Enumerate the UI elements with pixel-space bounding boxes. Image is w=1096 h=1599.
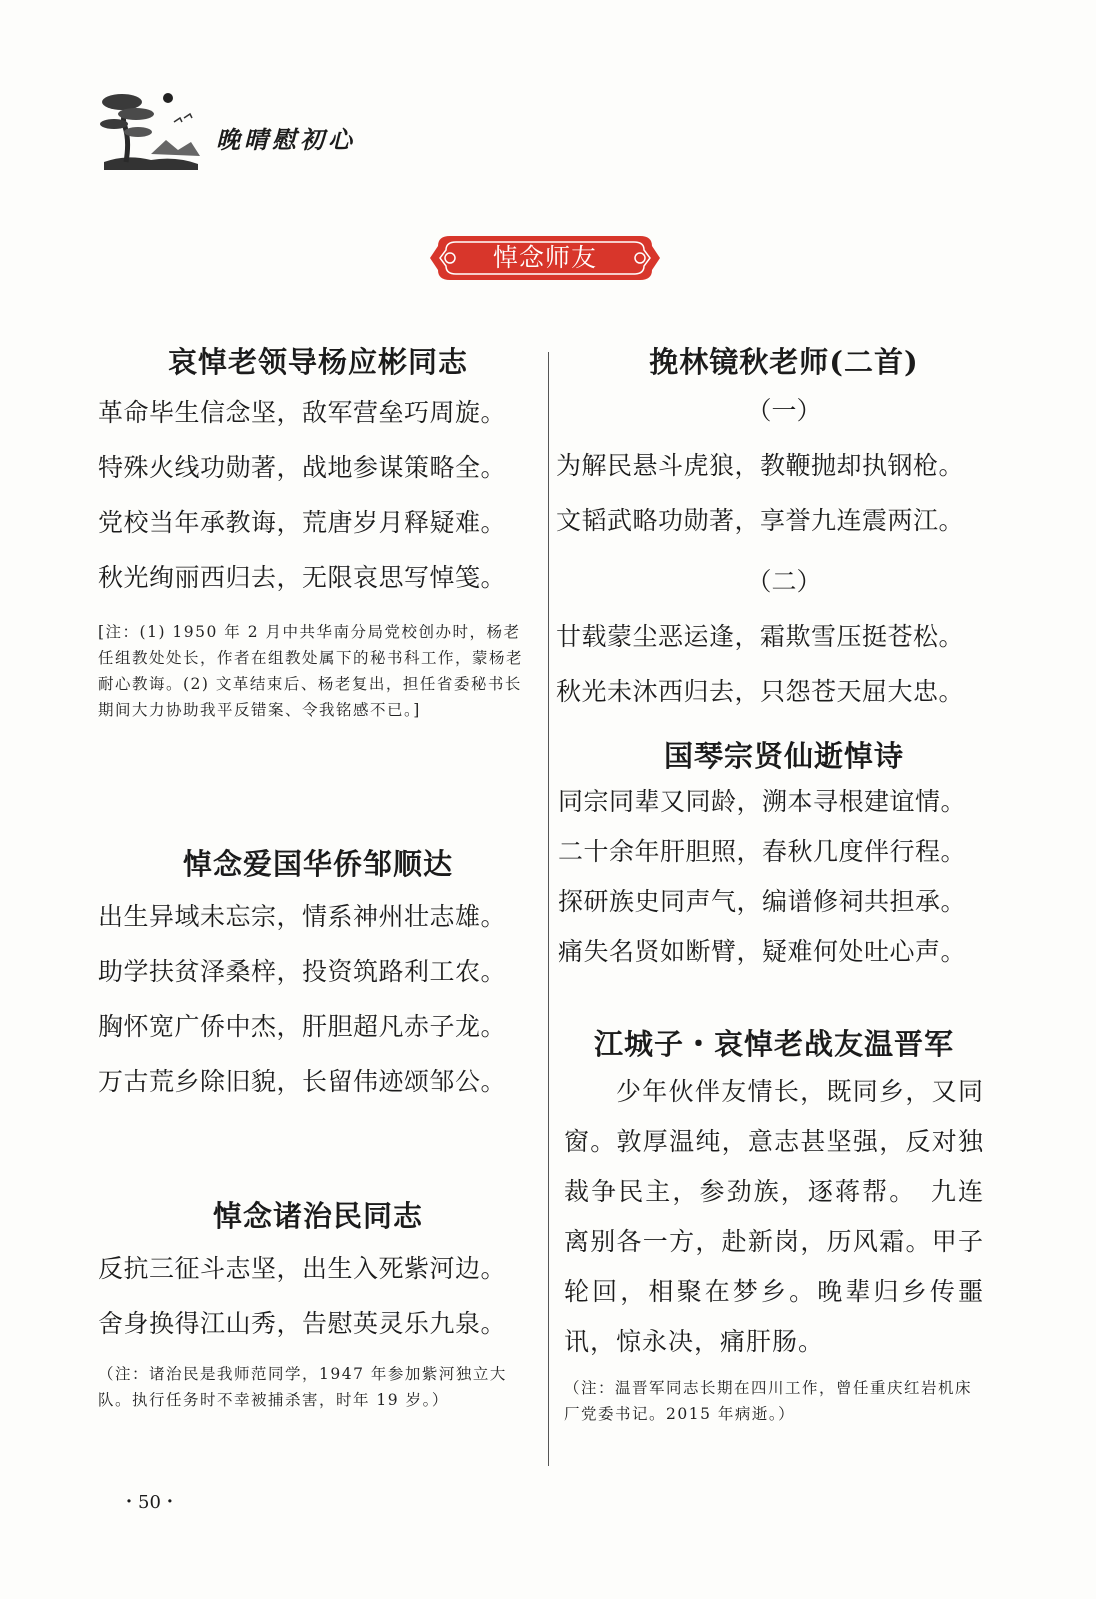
book-header [96, 84, 516, 174]
poem-title: 哀悼老领导杨应彬同志 [167, 345, 468, 379]
column-divider [548, 352, 549, 1466]
poem-line: 廿载蒙尘恶运逢，霜欺雪压挺苍松。 [556, 622, 965, 651]
poem-line: 秋光绚丽西归去，无限哀思写悼笺。 [98, 563, 507, 592]
poem-line: 舍身换得江山秀，告慰英灵乐九泉。 [98, 1309, 507, 1338]
poem-title: 挽林镜秋老师(二首) [649, 345, 919, 379]
poem-line: 探研族史同声气，编谱修祠共担承。 [558, 887, 967, 916]
poem-line: 为解民悬斗虎狼，教鞭抛却执钢枪。 [556, 451, 965, 480]
poem-subheading: （一） [746, 396, 822, 425]
poem-line: 胸怀宽广侨中杰，肝胆超凡赤子龙。 [98, 1012, 507, 1041]
poem-line: 同宗同辈又同龄，溯本寻根建谊情。 [558, 787, 967, 816]
poem-line: 秋光未沐西归去，只怨苍天屈大忠。 [556, 677, 965, 706]
poem-wen-jinjun [564, 1022, 984, 1427]
poem-line: 特殊火线功勋著，战地参谋策略全。 [98, 453, 507, 482]
poem-zhu-zhimin [98, 1194, 538, 1413]
poem-guoqin-zongxian [558, 734, 1004, 977]
poem-line: 出生异域未忘宗，情系神州壮志雄。 [98, 902, 507, 931]
poem-body: 少年伙伴友情长，既同乡，又同窗。敦厚温纯，意志甚坚强，反对独裁争民主，参劲族，逐蒋帮。 九连离别各一方，赴新岗，历风霜。甲子轮回，相聚在梦乡。晚辈归乡传噩讯，惊永决，痛肝肠。 [564, 1077, 984, 1356]
poem-note: （注：温晋军同志长期在四川工作，曾任重庆红岩机床厂党委书记。2015 年病逝。） [564, 1379, 973, 1423]
poem-line: 痛失名贤如断臂，疑难何处吐心声。 [558, 937, 967, 966]
poem-title: 江城子・哀悼老战友温晋军 [593, 1027, 954, 1061]
poem-line: 革命毕生信念坚，敌军营垒巧周旋。 [98, 398, 507, 427]
poem-line: 二十余年肝胆照，春秋几度伴行程。 [558, 837, 967, 866]
poem-line: 万古荒乡除旧貌，长留伟迹颂邹公。 [98, 1067, 507, 1096]
poem-title: 悼念诸治民同志 [212, 1199, 423, 1233]
banner-label: 悼念师友 [492, 243, 597, 272]
poem-title: 国琴宗贤仙逝悼诗 [663, 739, 904, 773]
pine-tree-logo-icon [96, 84, 206, 174]
page-number: ・50・ [120, 1492, 179, 1513]
poem-lin-jingqiu [556, 340, 1004, 719]
poem-zou-shunda [98, 842, 538, 1109]
poem-yang-yingbin [98, 340, 538, 723]
poem-title: 悼念爱国华侨邹顺达 [182, 847, 453, 881]
poem-line: 党校当年承教诲，荒唐岁月释疑难。 [98, 508, 507, 537]
poem-line: 文韬武略功勋著，享誉九连震两江。 [556, 506, 965, 535]
poem-note: [注：(1) 1950 年 2 月中共华南分局党校创办时，杨老任组教处处长，作者在组教处属下的秘书科工作，蒙杨老耐心教诲。(2) 文革结束后、杨老复出，担任省委秘书长期间大力协助我平反错案、令我铭感不已。] [98, 623, 524, 719]
poem-subheading: （二） [746, 567, 822, 596]
book-title: 晚晴慰初心 [216, 125, 356, 154]
poem-note: （注：诸治民是我师范同学，1947 年参加紫河独立大队。执行任务时不幸被捕杀害，时年 19 岁。） [98, 1365, 507, 1409]
poem-line: 助学扶贫泽桑梓，投资筑路利工农。 [98, 957, 507, 986]
poem-line: 反抗三征斗志坚，出生入死紫河边。 [98, 1254, 507, 1283]
section-banner [430, 228, 660, 288]
